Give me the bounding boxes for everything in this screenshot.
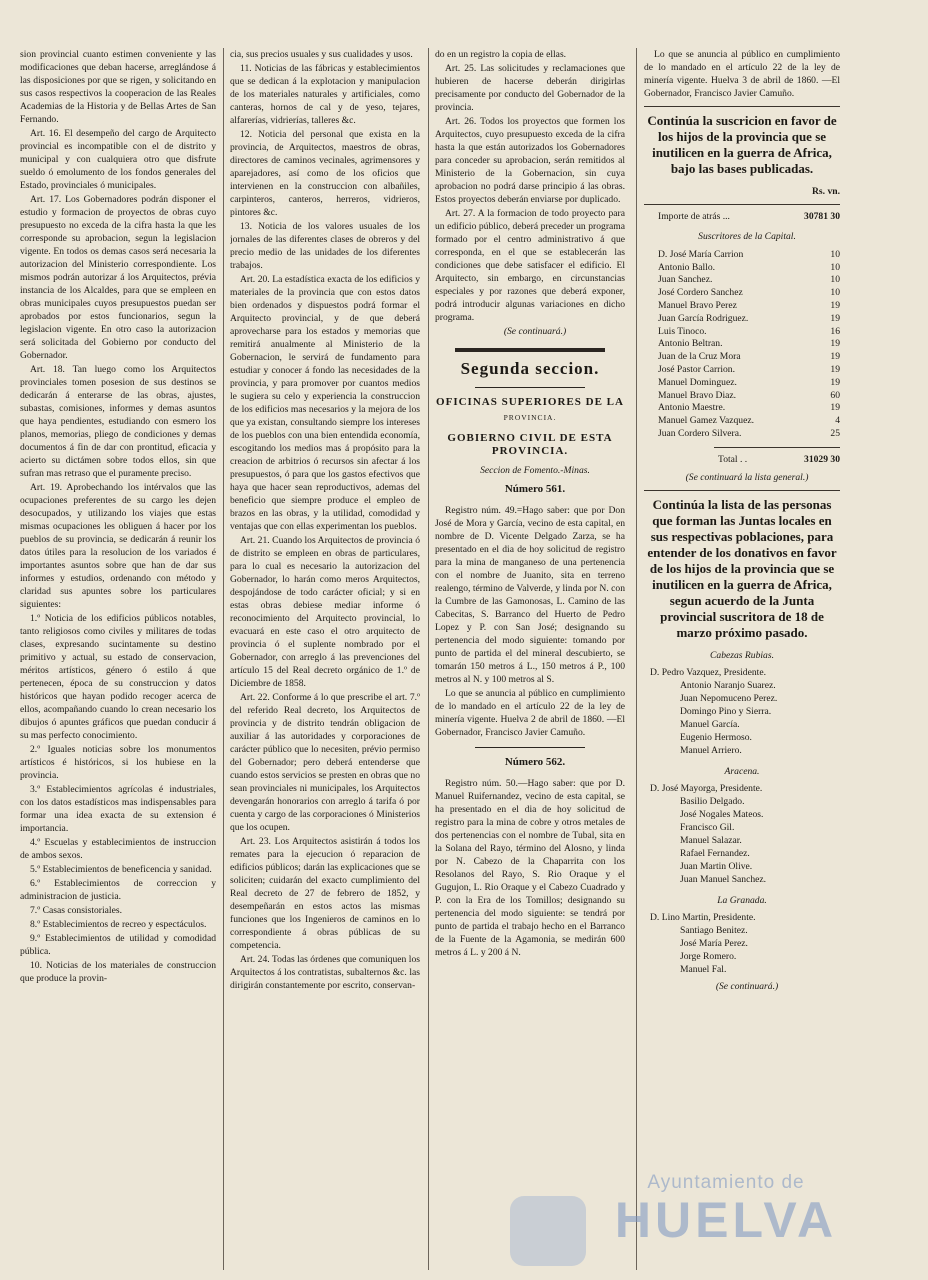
article-20: Art. 20. La estadística exacta de los edificios y materiales de la provincia que con estos datos bien ordenados y dispuestos podrá formar el Arquitecto provincial, y de que deberá aprovecharse para los estados y memorias que remitirá anualmente al Ministerio de la Gobernacion, le servirá de fundamento para estudiar y conocer á fondo las necesidades de la provincia, y para promover por cuantos medios le sugiera su celo y experiencia la construccion de los edificios mas necesarios y la mejora de los que ya existan, consultando siempre los intereses de los pueblos con una bien entendida economía, escogitando los medios mas á propósito para la creacion de arbitrios ó recursos sin afectar á los presupuestos, ó para que los gastos efectivos que haya que hacer sean reproductivos, ademas del beneficio que siempre produce el empleo de brazos en las obras, y la utilidad, comodidad y ventajas que con ellas experimentan los pueblos. — [230, 274, 420, 532]
item-10: 10. Noticias de los materiales de construccion que produce la provin- — [20, 960, 216, 984]
watermark-line1: Ayuntamiento de — [647, 1172, 805, 1193]
member-name: D. José Mayorga, Presidente. — [650, 782, 763, 794]
subscriber-name: José Cordero Sanchez — [658, 287, 743, 299]
place-cabezas-rubias: Cabezas Rubias. — [710, 649, 774, 661]
subscriber-amount: 19 — [830, 299, 840, 311]
member-name: Santiago Benitez. — [680, 924, 748, 936]
member-name: Basilio Delgado. — [680, 795, 745, 807]
section-title: Segunda seccion. — [460, 359, 600, 378]
office-subtitle: PROVINCIA. — [503, 413, 557, 422]
carried-over-row — [644, 211, 840, 224]
column-2 — [230, 48, 420, 1270]
continued-note: (Se continuará.) — [503, 326, 567, 337]
fomento-subtitle: Seccion de Fomento.-Minas. — [480, 465, 590, 476]
item-11: 11. Noticias de las fábricas y establecimientos que se dedican á la explotacion y manipulacion de los materiales naturales y artificiales, como canteras, hornos de cal y de yeso, tejares, alfarerías, vidrierías, talleres &c. — [230, 63, 420, 126]
member-name: Manuel Salazar. — [680, 834, 742, 846]
column-divider — [223, 48, 224, 1270]
item-12: 12. Noticia del personal que exista en la provincia, de Arquitectos, maestros de obras, directores de caminos vecinales, agrimensores y aparejadores, así como de los oficios que intervienen en la construccion con albañiles, carpinteros, canteros, herreros, vidrieros, pintores &c. — [230, 129, 420, 218]
subscriber-name: Juan Cordero Silvera. — [658, 427, 742, 439]
place-la-granada: La Granada. — [717, 894, 767, 906]
subscriber-name: Manuel Gamez Vazquez. — [658, 415, 754, 427]
item-5: 5.º Establecimientos de beneficencia y sanidad. — [30, 864, 212, 875]
member-name: Manuel Fal. — [680, 963, 727, 975]
subscriber-name: José Pastor Carrion. — [658, 363, 736, 375]
member-name: Domingo Pino y Sierra. — [680, 705, 772, 717]
subscriber-amount: 19 — [830, 312, 840, 324]
article-16: Art. 16. El desempeño del cargo de Arquitecto provincial es incompatible con el de distrito y municipal y con cualquiera otro que disfrute sueldo ó emolumento de los fondos generales del Estado, provinciales ó municipales. — [20, 128, 216, 191]
rule — [644, 204, 840, 205]
article-21: Art. 21. Cuando los Arquitectos de provincia ó de distrito se empleen en obras de particulares, para lo cual es necesario la autorizacion del Gobernador, lo harán como meros Arquitectos, despojándose de todo carácter oficial; y si en estas obras debiese mediar informe ó reconocimiento del Arquitecto provincial, lo evacuará en este caso el otro arquitecto de provincia ó el suplente nombrado por el Gobernador, con arreglo á las prevenciones del artículo 15 del Real decreto orgánico de 1.º de Diciembre de 1858. — [230, 535, 420, 689]
article-27: Art. 27. A la formacion de todo proyecto para un edificio público, deberá preceder un programa formado por el centro administrativo á que corresponda, en el que se establecerán las condiciones que debe satisfacer el edificio. El Arquitecto, sin embargo, en circunstancias especiales y por razones que deberá exponer, podrá introducir algunas variaciones en dicho programa. — [435, 208, 625, 323]
subscriber-row — [644, 249, 840, 262]
subscriber-amount: 19 — [830, 338, 840, 350]
watermark-seal-icon — [510, 1196, 586, 1266]
notice-561-body: Registro núm. 49.=Hago saber: que por Don José de Mora y García, vecino de esta capital, en nombre de D. Vicente Delgado Zarza, se ha presentado en el dia de hoy solicitud de registro para la mina de manganeso de una pertenencia con el nombre de Juanito, sita en terreno realengo, término de Valverde, y linda por N. con la Cumbre de las Gamonosas, L. Camino de las Cabecitas, S. Barranco del Huerto de Pedro Lopez y P. con San José; designando su pertenencia del modo siguiente: tomando por punto de partida el del mineral descubierto, se tomarán 150 metros á L., 150 metros á P., 100 metros al N. y 100 metros al S. — [435, 505, 625, 685]
watermark-line2: HUELVA — [614, 1192, 838, 1248]
office-title: OFICINAS SUPERIORES DE LA — [436, 396, 624, 408]
item-3: 3.º Establecimientos agrícolas é industriales, con los datos estadísticos mas indispensables para formar una idea exacta de su extension é importancia. — [20, 784, 216, 834]
article-19: Art. 19. Aprobechando los intérvalos que las ocupaciones preferentes de su cargo les dejen desocupados, y utilizando los viajes que estas mismas ocupaciones les obliguen á hacer por los pueblos de su provincia, se dedicarán á reunir los datos útiles para la resolucion de los variados é importantes asuntos sobre que han de dar sus informes y estudios, ordenando con método y claridad sus apuntes sobre los particulares siguientes: — [20, 482, 216, 610]
notice-number-561: Número 561. — [504, 483, 566, 495]
member-name: Juan Nepomuceno Perez. — [680, 692, 778, 704]
subscriber-amount: 19 — [830, 376, 840, 388]
watermark — [606, 1172, 846, 1246]
continued-general-note: (Se continuará la lista general.) — [685, 471, 809, 483]
subscriber-row — [644, 351, 840, 364]
subscriber-amount: 10 — [830, 274, 840, 286]
member-name: Manuel García. — [680, 718, 740, 730]
item-13: 13. Noticia de los valores usuales de los jornales de las diferentes clases de obreros y del precio medio de las unidades de los diferentes trabajos. — [230, 221, 420, 271]
item-6: 6.º Establecimientos de correccion y administracion de justicia. — [20, 878, 216, 902]
la-granada-list — [644, 911, 840, 976]
rule — [644, 106, 840, 107]
subscriber-name: Manuel Bravo Diaz. — [658, 389, 737, 401]
item-8: 8.º Establecimientos de recreo y espectáculos. — [30, 919, 207, 930]
subscriber-amount: 19 — [830, 351, 840, 363]
column-3 — [435, 48, 625, 1270]
juntas-title: Continúa la lista de las personas que forman las Juntas locales en sus respectivas poblaciones, para entender de los donativos en favor de los hijos de la provincia que se inutilicen en la guerra de Africa, segun acuerdo de la Junta provincial suscritora de 18 de marzo próximo pasado. — [647, 496, 837, 640]
article-22: Art. 22. Conforme á lo que prescribe el art. 7.º del referido Real decreto, los Arquitectos de provincia y de distrito tendrán obligacion de auxiliar á las autoridades y corporaciones de carácter público que lo necesiten, prévio permiso del Gobernador; pero deberá entenderse que cuando estos servicios se presten en obras que no sean provinciales ni municipales, los Arquitectos devengarán honorarios con arreglo á tarifa ó por cuenta y cargo de las corporaciones ó Ministerios que los ocupen. — [230, 692, 420, 833]
notice-number-562: Número 562. — [504, 756, 566, 768]
item-9: 9.º Establecimientos de utilidad y comodidad pública. — [20, 933, 216, 957]
subscriber-amount: 10 — [830, 287, 840, 299]
subscriber-row — [644, 262, 840, 275]
rule — [714, 447, 840, 448]
article-25: Art. 25. Las solicitudes y reclamaciones que hubieren de hacerse deberán dirigirlas precisamente por conducto del Gobernador de la provincia. — [435, 63, 625, 113]
rule — [475, 747, 585, 748]
column-divider — [428, 48, 429, 1270]
item-4: 4.º Escuelas y establecimientos de instruccion de ambos sexos. — [20, 837, 216, 861]
article-26: Art. 26. Todos los proyectos que formen los Arquitectos, cuyo presupuesto exceda de la cifra hasta la que están autorizados los Gobernadores para conceder su aprobacion, serán remitidos al Ministerio de la Gobernacion, sin cuya aprobacion no podrá darse principio á las obras. Estos proyectos deberán enviarse por duplicado. — [435, 116, 625, 205]
government-title: GOBIERNO CIVIL DE ESTA PROVINCIA. — [447, 432, 613, 457]
place-aracena: Aracena. — [724, 765, 760, 777]
subscriber-amount: 19 — [830, 363, 840, 375]
column-divider — [636, 48, 637, 1270]
item-2: 2.º Iguales noticias sobre los monumentos artísticos é históricos, si los hubiese en la provincia. — [20, 744, 216, 781]
subscriber-name: Manuel Dominguez. — [658, 376, 737, 388]
subscriber-row — [644, 402, 840, 415]
subscriber-row — [644, 313, 840, 326]
notice-closing: Lo que se anuncia al público en cumplimiento de lo mandado en el artículo 22 de la ley de minería vigente. Huelva 3 de abril de 1860. —El Gobernador, Francisco Javier Camuño. — [644, 49, 840, 99]
subscriber-row — [644, 390, 840, 403]
subscriber-amount: 25 — [830, 427, 840, 439]
section-rule — [455, 348, 605, 352]
subscriber-row — [644, 326, 840, 339]
subscriber-row — [644, 287, 840, 300]
capital-subscribers-heading: Suscritores de la Capital. — [698, 230, 796, 242]
subscriber-name: Luis Tinoco. — [658, 325, 707, 337]
subscriber-row — [644, 377, 840, 390]
member-name: D. Pedro Vazquez, Presidente. — [650, 666, 766, 678]
member-name: José Nogales Mateos. — [680, 808, 764, 820]
rule — [644, 490, 840, 491]
article-24: Art. 24. Todas las órdenes que comuniquen los Arquitectos á los contratistas, subalternos &c. las dirigirán constantemente por escrito, conservan- — [230, 954, 420, 991]
currency-header: Rs. vn. — [812, 186, 840, 197]
column-1 — [20, 48, 216, 1270]
carried-over-label: Importe de atrás ... — [658, 211, 730, 222]
subscriber-name: Juan Sanchez. — [658, 274, 713, 286]
paragraph: do en un registro la copia de ellas. — [435, 49, 567, 60]
subscriber-row — [644, 428, 840, 441]
member-name: D. Lino Martin, Presidente. — [650, 911, 756, 923]
member-name: Juan Manuel Sanchez. — [680, 873, 767, 885]
subscriber-list — [644, 249, 840, 441]
member-name: Antonio Naranjo Suarez. — [680, 679, 776, 691]
total-label: Total . . — [718, 453, 748, 465]
notice-562-body: Registro núm. 50.—Hago saber: que por D. Manuel Ruifernandez, vecino de esta capital, se ha presentado en el dia de hoy solicitud de registro para la mina de cobre y otros metales de dos pertenencias con el nombre de Tubal, sita en la Solana del Rayo, término del Alosno, y linda por N. Cabezo de la Chaparrita con los Resolanos del Rayo, S. Rio Oraque y el Gugujon, L. Rio Oraque y el Cabezo Cuadrado y P. con la Era de los Tomillos; designando su pertenencia del modo siguiente: se tendrá por punto de partida el trabajo hecho en el Barranco de la Fuente de la Agamonia, se medirán 600 metros á L. y 200 á N. — [435, 778, 625, 958]
total-row — [644, 454, 840, 467]
subscriber-amount: 60 — [830, 389, 840, 401]
subscriber-name: D. José María Carrion — [658, 248, 744, 260]
subscriber-amount: 10 — [830, 248, 840, 260]
subscriber-amount: 4 — [835, 415, 840, 427]
article-18: Art. 18. Tan luego como los Arquitectos provinciales tomen posesion de sus destinos se dedicarán á enterarse de las obras, ajustes, subastas, comisiones, informes y demas asuntos que haya pendientes, estudiando con esmero los planos, memorias, pliego de condiciones y demas documentos á fin de dar con prontitud, eficacia y acierto su dictámen sobre todos ellos, sin que sufran mas retraso que el puramente preciso. — [20, 364, 216, 479]
subscriber-name: Manuel Bravo Perez — [658, 299, 737, 311]
member-name: José María Perez. — [680, 937, 748, 949]
article-23: Art. 23. Los Arquitectos asistirán á todos los remates para la ejecucion ó reparacion de edificios públicos; darán las explicaciones que se soliciten; cuidarán del exacto cumplimiento del Real decreto de 27 de febrero de 1852, y desempeñarán en estos actos las mismas funciones que los Ingenieros de caminos en lo correspondiente á obras públicas de su competencia. — [230, 836, 420, 951]
subscriber-amount: 19 — [830, 402, 840, 414]
paragraph: cia, sus precios usuales y sus cualidades y usos. — [230, 49, 413, 60]
item-1: 1.º Noticia de los edificios públicos notables, tanto religiosos como civiles y militares de todas clases, expresando sucintamente su destino primitivo y actual, su estado de conservacion, méritos artísticos, género ó estilo á que pertenecen, época de su construccion y datos históricos que hayan podido recoger acerca de ellos, acompañando cuando lo crean necesario los dibujos ó apuntes gráficos que puedan conducir á su mas perfecto conocimiento. — [20, 613, 216, 741]
aracena-list — [644, 782, 840, 886]
member-name: Jorge Romero. — [680, 950, 737, 962]
item-7: 7.º Casas consistoriales. — [30, 905, 122, 916]
cabezas-rubias-list — [644, 666, 840, 757]
subscriber-row — [644, 364, 840, 377]
subscriber-row — [644, 300, 840, 313]
subscriber-row — [644, 415, 840, 428]
subscriber-name: Juan de la Cruz Mora — [658, 351, 741, 363]
subscriber-amount: 16 — [830, 325, 840, 337]
total-value: 31029 30 — [804, 453, 840, 465]
subscriber-row — [644, 338, 840, 351]
member-name: Juan Martin Olive. — [680, 860, 753, 872]
column-4 — [644, 48, 840, 1270]
carried-over-value: 30781 30 — [804, 211, 840, 222]
member-name: Rafael Fernandez. — [680, 847, 750, 859]
subscriber-name: Juan García Rodriguez. — [658, 312, 749, 324]
member-name: Eugenio Hermoso. — [680, 731, 752, 743]
paragraph: sion provincial cuanto estimen conveniente y las modificaciones que deban hacerse, arreglándose á las disposiciones por que se rigen, y solicitando en sus casos respectivos la cooperacion de las Reales Academias de la Historia y de Bellas Artes de San Fernando. — [20, 49, 216, 125]
subscriber-row — [644, 274, 840, 287]
notice-561-closing: Lo que se anuncia al público en cumplimiento de lo mandado en el artículo 22 de la ley de minería vigente. Huelva 2 de abril de 1860. —El Gobernador, Francisco Javier Camuño. — [435, 688, 625, 738]
subscriber-name: Antonio Maestre. — [658, 402, 726, 414]
subscriber-name: Antonio Beltran. — [658, 338, 723, 350]
member-name: Manuel Arriero. — [680, 744, 742, 756]
rule — [475, 387, 585, 388]
continued-end-note: (Se continuará.) — [715, 980, 779, 992]
member-name: Francisco Gil. — [680, 821, 735, 833]
subscription-title: Continúa la suscricion en favor de los hijos de la provincia que se inutilicen en la guerra de Africa, bajo las bases publicadas. — [647, 113, 837, 176]
subscriber-amount: 10 — [830, 261, 840, 273]
subscriber-name: Antonio Ballo. — [658, 261, 716, 273]
article-17: Art. 17. Los Gobernadores podrán disponer el estudio y formacion de proyectos de obras cuyo presupuesto no exceda de la cifra hasta la que les corresponde su aprobacion, segun la legislacion vigente. En todos os demas casos será necesaria la autorizacion del Ministerio correspondiente. Los mismos podrán autorizar á los Arquitectos, prévia instancia de los Alcaldes, para que se empleen en obras municipales cuyos presupuestos puedan ser aprobados por estos funcionarios, segun la legislacion vigente. En otro caso la autorizacion será solicitada del Gobierno por conducto del Gobernador. — [20, 194, 216, 361]
